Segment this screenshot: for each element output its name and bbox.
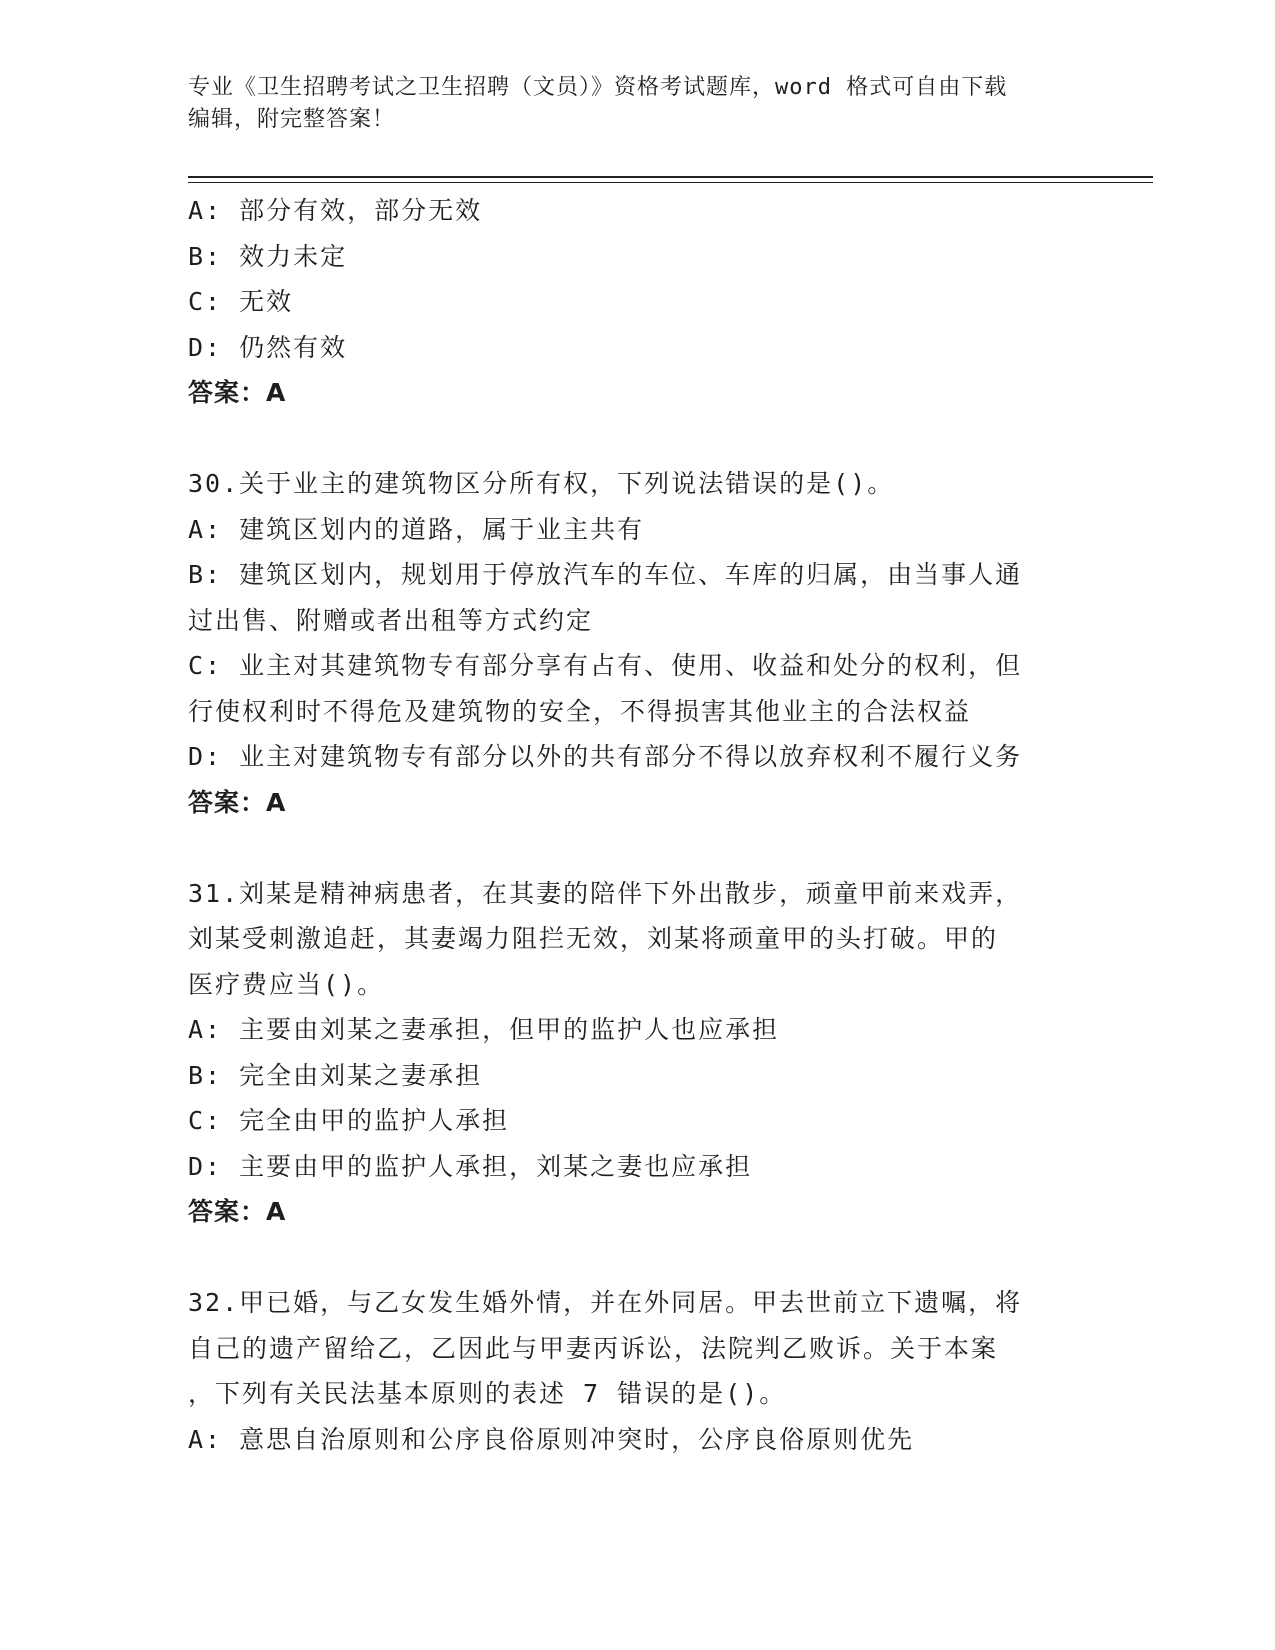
header-divider (188, 176, 1153, 178)
question-stem: 30.关于业主的建筑物区分所有权，下列说法错误的是()。 (188, 469, 895, 498)
question-stem: ，下列有关民法基本原则的表述 7 错误的是()。 (188, 1379, 787, 1408)
question-stem: 刘某受刺激追赶，其妻竭力阻拦无效，刘某将顽童甲的头打破。甲的 (188, 924, 999, 953)
header-line: 编辑，附完整答案！ (188, 107, 396, 132)
option-text: A: 建筑区划内的道路，属于业主共有 (188, 514, 645, 544)
question-stem: 医疗费应当()。 (188, 969, 385, 999)
option-text: B: 完全由刘某之妻承担 (188, 1060, 483, 1090)
option-text: C: 完全由甲的监护人承担 (188, 1106, 510, 1135)
option-text: D: 主要由甲的监护人承担，刘某之妻也应承担 (188, 1151, 753, 1181)
answer-text: 答案：A (188, 1197, 287, 1226)
option-text: A: 主要由刘某之妻承担，但甲的监护人也应承担 (188, 1015, 780, 1044)
question-stem: 自己的遗产留给乙，乙因此与甲妻丙诉讼，法院判乙败诉。关于本案 (188, 1333, 999, 1363)
option-text: A: 意思自治原则和公序良俗原则冲突时，公序良俗原则优先 (188, 1424, 915, 1454)
question-stem: 32.甲已婚，与乙女发生婚外情，并在外同居。甲去世前立下遗嘱，将 (188, 1288, 1023, 1317)
header-divider (188, 182, 1153, 183)
option-text: C: 业主对其建筑物专有部分享有占有、使用、收益和处分的权利，但 (188, 651, 1023, 680)
question-31 (188, 871, 1088, 1235)
question-32 (188, 1280, 1088, 1462)
answer-text: 答案：A (188, 787, 287, 817)
answer-text: 答案：A (188, 378, 287, 407)
header-line: 专业《卫生招聘考试之卫生招聘（文员）》资格考试题库，word 格式可自由下载 (188, 75, 1008, 100)
option-text: 行使权利时不得危及建筑物的安全，不得损害其他业主的合法权益 (188, 696, 972, 726)
question-30 (188, 461, 1088, 825)
question-29 (188, 188, 1088, 416)
option-text: B: 效力未定 (188, 241, 348, 271)
option-text: C: 无效 (188, 287, 294, 316)
question-stem: 31.刘某是精神病患者，在其妻的陪伴下外出散步，顽童甲前来戏弄， (188, 878, 1023, 908)
option-text: B: 建筑区划内，规划用于停放汽车的车位、车库的归属，由当事人通 (188, 560, 1023, 589)
option-text: D: 仍然有效 (188, 332, 348, 362)
page-header (188, 72, 1088, 136)
option-text: 过出售、附赠或者出租等方式约定 (188, 605, 594, 635)
option-text: D: 业主对建筑物专有部分以外的共有部分不得以放弃权利不履行义务 (188, 742, 1023, 771)
question-body (188, 188, 1088, 1462)
option-text: A: 部分有效，部分无效 (188, 196, 483, 225)
